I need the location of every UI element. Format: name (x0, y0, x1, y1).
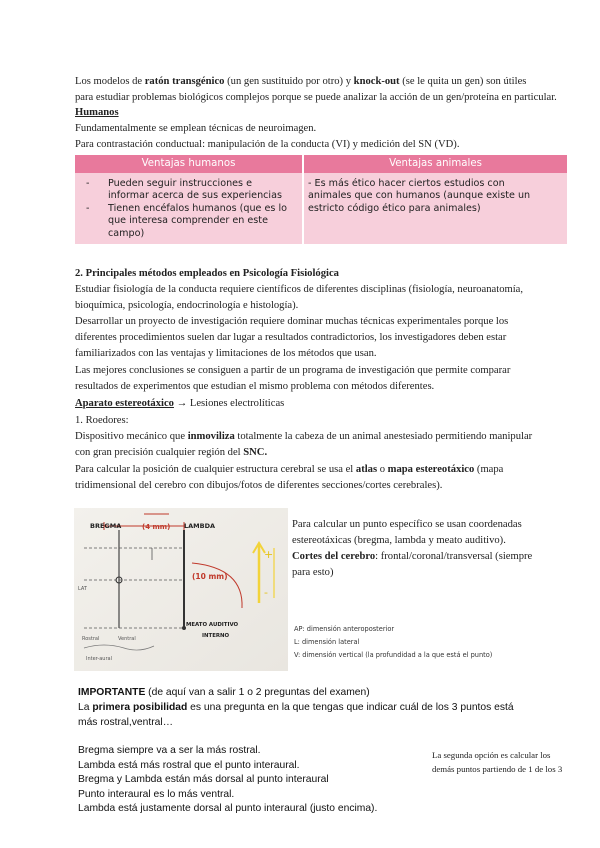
section-2-line-7: resultados de experimentos que estudian el mismo problema con métodos diferentes. (75, 381, 435, 392)
side-text-line-2: estereotáxicas (bregma, lambda y meato auditivo). (292, 535, 506, 546)
section-2-heading: 2. Principales métodos empleados en Psicología Fisiológica (75, 268, 339, 279)
ventajas-table (75, 155, 567, 244)
side-note-line-1: La segunda opción es calcular los (432, 750, 551, 760)
section-2-line-4: diferentes procedimientos suelen dar lugar a resultados contradictorios, los investigadores deben estar (75, 332, 507, 343)
intro-text: (se le quita un gen) son útiles (399, 76, 527, 87)
intro-text: Los modelos de (75, 76, 145, 87)
table-cell-animales (304, 173, 567, 244)
section-2-line-1: Estudiar fisiología de la conducta requiere científicos de diferentes disciplinas (fisiología, neuroanatomía, (75, 284, 524, 295)
side-note-line-2: demás puntos partiendo de 1 de los 3 (432, 764, 563, 774)
dim-l: L: dimensión lateral (294, 638, 360, 646)
sketch-label-meato-2: INTERNO (202, 633, 230, 639)
sketch-label-small-1: Rostral (82, 636, 100, 642)
intro-term-knockout: knock-out (353, 76, 400, 87)
humanos-line-1: Fundamentalmente se emplean técnicas de neuroimagen. (75, 123, 317, 134)
importante-line-2: La primera posibilidad es una pregunta en la que tengas que indicar cuál de los 3 puntos está (78, 702, 514, 713)
importante-line-3: más rostral,ventral… (78, 717, 173, 728)
table-header-animales: Ventajas animales (304, 155, 567, 173)
side-text-line-4: para esto) (292, 567, 334, 578)
stereotaxic-sketch-photo (74, 508, 288, 671)
sketch-label-meato-1: MEATO AUDITIVO (186, 622, 239, 628)
dim-v: V: dimensión vertical (la profundidad a la que está el punto) (294, 651, 493, 659)
bullet: - (86, 178, 90, 189)
sketch-label-lat: LAT (78, 586, 87, 592)
arrow-right-icon: → (176, 398, 188, 409)
table-animales-text: - Es más ético hacer ciertos estudios con animales que con humanos (aunque existe un estricto código ético para animales) (308, 178, 531, 214)
importante-heading: IMPORTANTE (de aquí van a salir 1 o 2 preguntas del examen) (78, 687, 370, 698)
aparato-p2-line-1: Para calcular la posición de cualquier estructura cerebral se usa el atlas o mapa estereotáxico (mapa (75, 464, 504, 475)
table-item-2: Tienen encéfalos humanos (que es lo que interesa comprender en este campo) (108, 203, 287, 239)
aparato-p2-line-2: tridimensional del cerebro con dibujos/fotos de diferentes secciones/cortes cerebrales). (75, 480, 443, 491)
aparato-heading: Aparato estereotáxico → Lesiones electrolíticas (75, 398, 285, 409)
sketch-label-10mm: (10 mm) (192, 572, 228, 581)
sketch-label-4mm: (4 mm) (142, 523, 171, 531)
humanos-heading: Humanos (75, 107, 119, 118)
table-item-1: Pueden seguir instrucciones e informar acerca de sus experiencias (108, 178, 282, 202)
sketch-label-bregma: BREGMA (90, 522, 122, 530)
rule-4: Punto interaural es lo más ventral. (78, 789, 235, 800)
sketch-label-plus: + (264, 548, 274, 561)
intro-line-1 (75, 74, 526, 89)
roedores-heading: 1. Roedores: (75, 415, 129, 426)
section-2-line-3: Desarrollar un proyecto de investigación requiere dominar muchas técnicas experimentales porque los (75, 316, 509, 327)
sketch-label-small-2: Ventral (118, 636, 136, 642)
aparato-p1-line-1: Dispositivo mecánico que inmoviliza totalmente la cabeza de un animal anestesiado permitiendo manipular (75, 431, 533, 442)
section-2-line-5: familiarizados con las ventajas y limitaciones de los métodos que usan. (75, 348, 377, 359)
intro-line-2: para estudiar problemas biológicos complejos porque se puede analizar la acción de un gen/proteína en particular. (75, 91, 557, 103)
section-2-line-2: bioquímica, psicología, endocrinología e histología). (75, 300, 299, 311)
stereotaxic-sketch (74, 508, 288, 671)
sketch-label-minus: - (264, 586, 268, 599)
section-2-line-6: Las mejores conclusiones se consiguen a partir de un programa de investigación que permite comparar (75, 365, 511, 376)
rule-2: Lambda está más rostral que el punto interaural. (78, 760, 300, 771)
sketch-label-lambda: LAMBDA (184, 522, 216, 530)
intro-term-transgenico: ratón transgénico (144, 76, 225, 87)
side-text-line-3: Cortes del cerebro: frontal/coronal/transversal (siempre (292, 551, 533, 562)
aparato-p1-line-2: con gran precisión cualquier región del SNC. (75, 447, 268, 458)
rule-1: Bregma siempre va a ser la más rostral. (78, 745, 261, 756)
humanos-line-2: Para contrastación conductual: manipulación de la conducta (VI) y medición del SN (VD). (75, 139, 460, 150)
table-cell-humanos (75, 173, 302, 244)
intro-text: (un gen sustituido por otro) y (224, 76, 354, 87)
sketch-label-small-3: Inter-aural (86, 656, 112, 662)
table-header-humanos: Ventajas humanos (75, 155, 302, 173)
rule-5: Lambda está justamente dorsal al punto interaural (justo encima). (78, 803, 378, 814)
bullet: - (86, 203, 90, 214)
rule-3: Bregma y Lambda están más dorsal al punto interaural (78, 774, 329, 785)
dim-ap: AP: dimensión anteroposterior (294, 625, 395, 633)
side-text-line-1: Para calcular un punto específico se usan coordenadas (292, 519, 522, 530)
